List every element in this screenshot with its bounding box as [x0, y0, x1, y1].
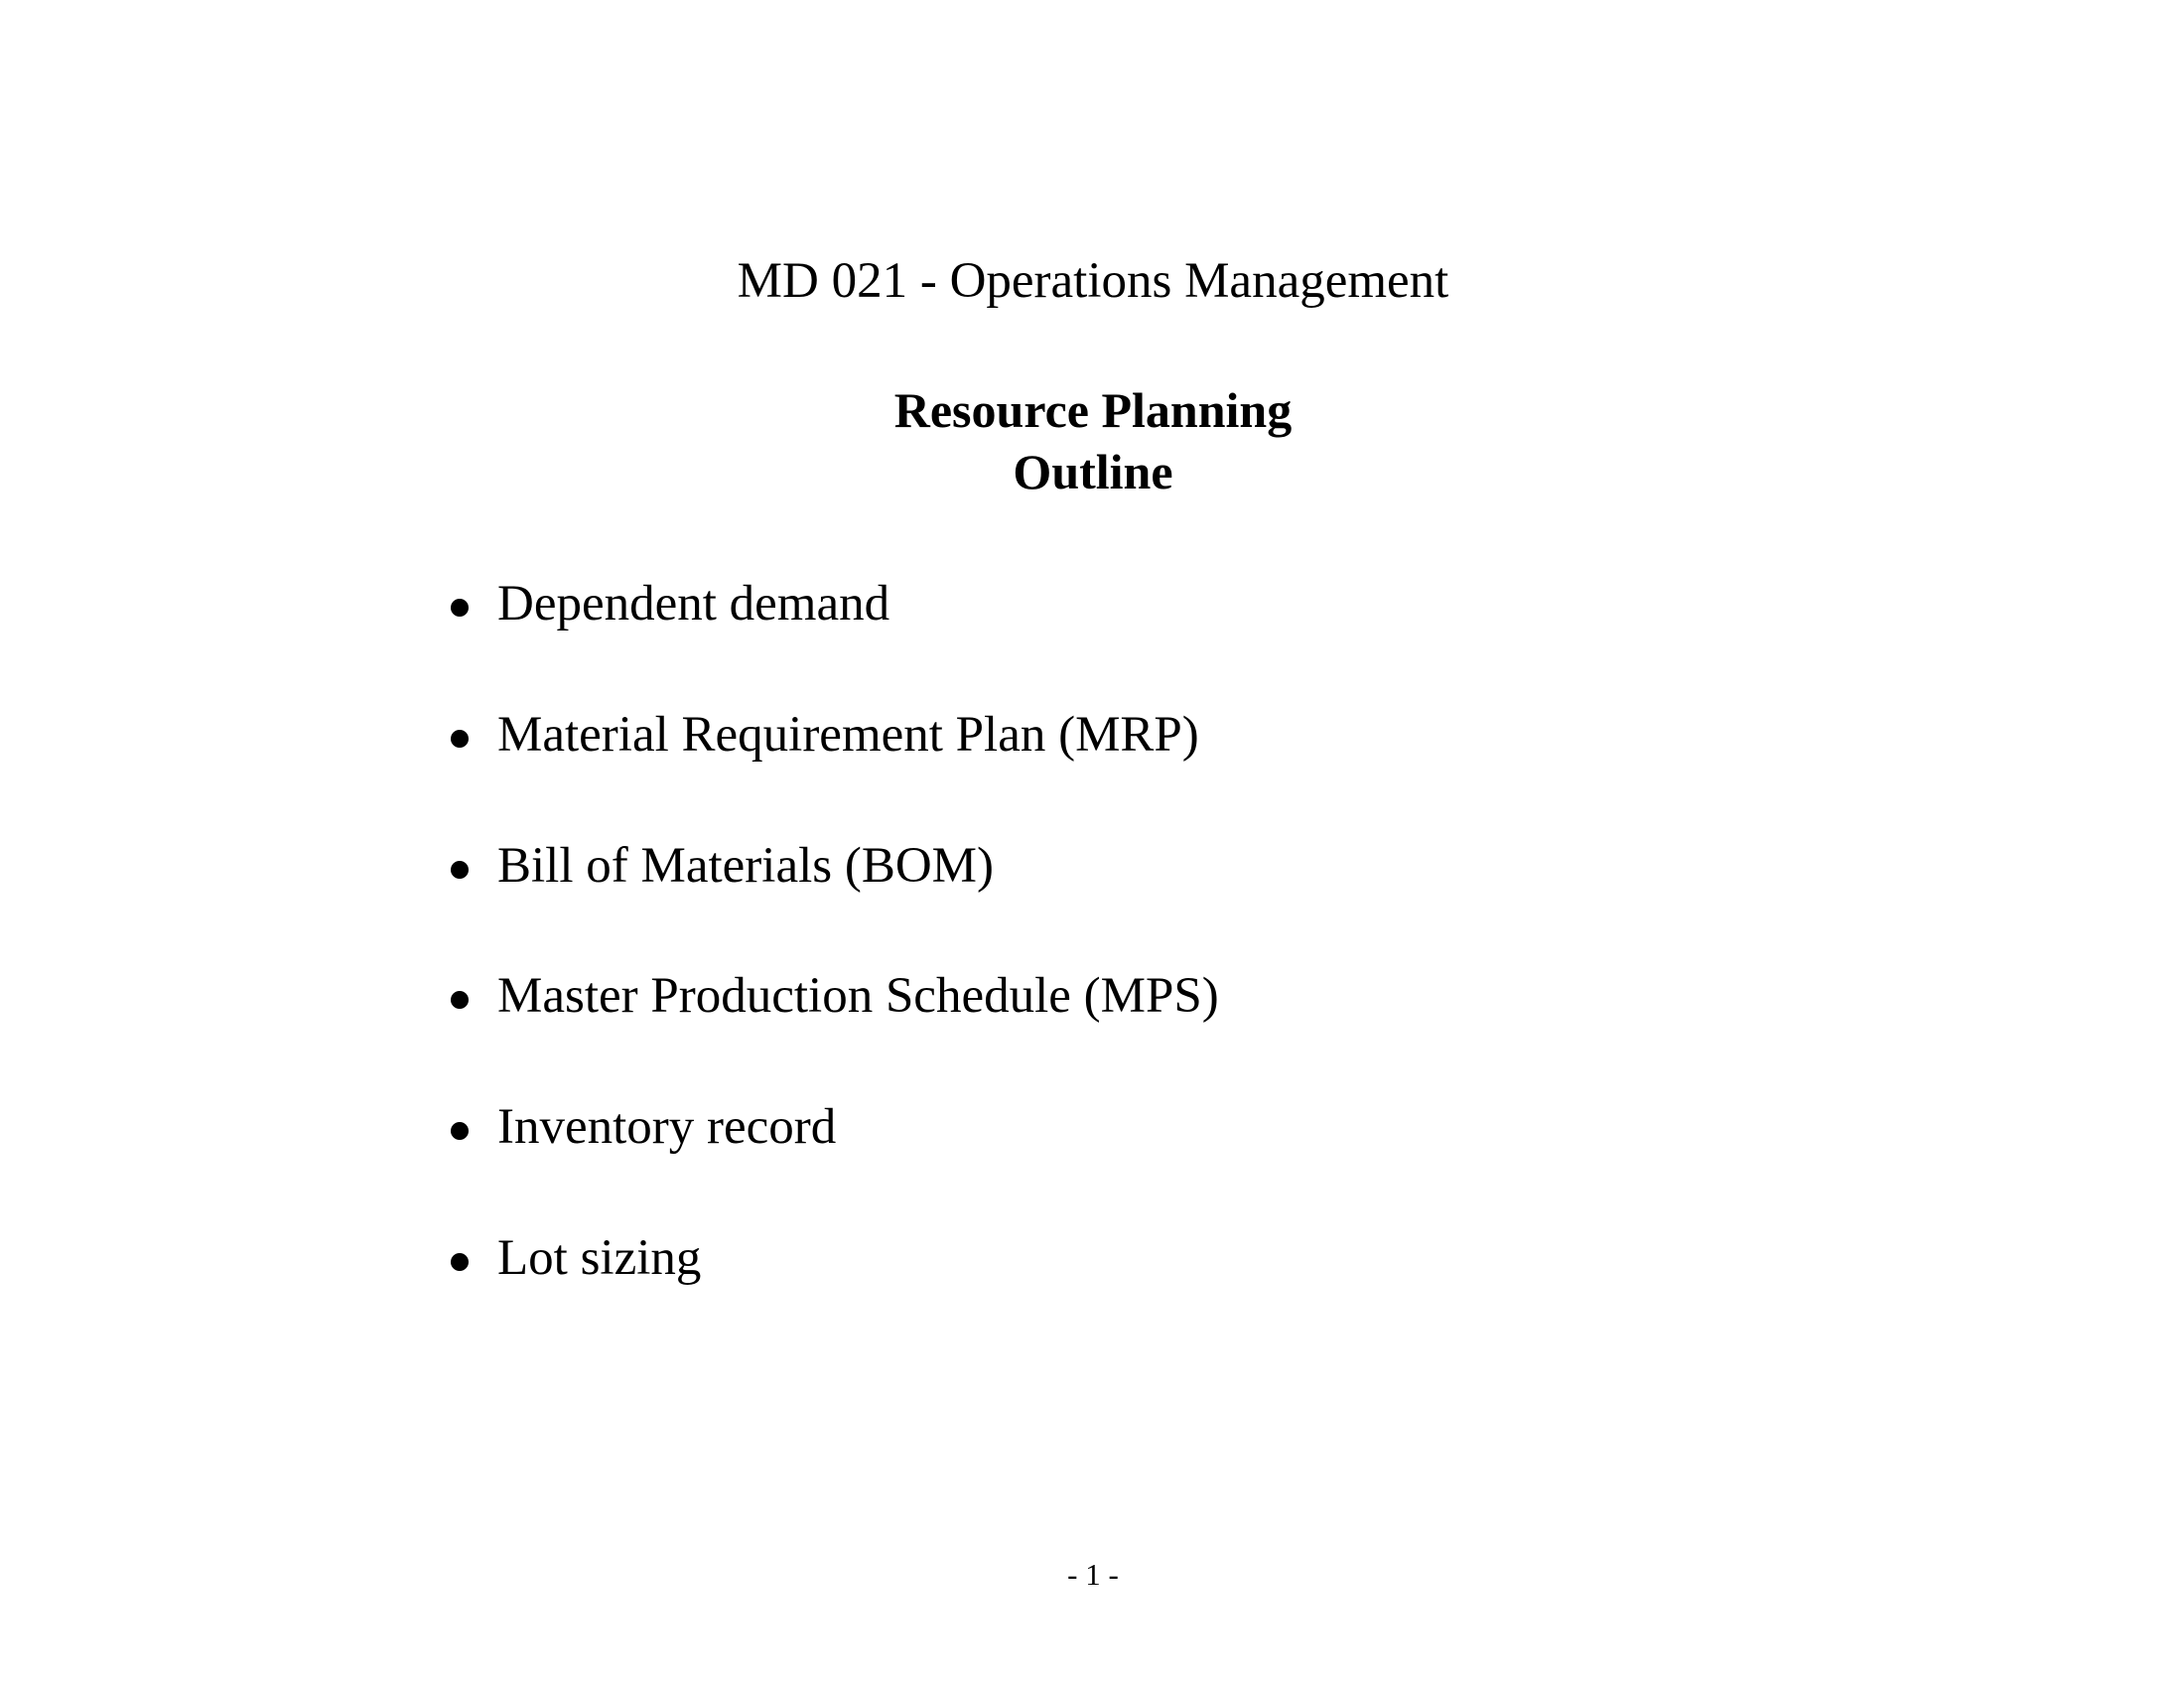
- bullet-icon: [451, 861, 469, 879]
- list-item-text: Lot sizing: [497, 1230, 702, 1286]
- bullet-icon: [451, 599, 469, 617]
- list-item-text: Material Requirement Plan (MRP): [497, 707, 1199, 763]
- list-item: [0, 1097, 1588, 1157]
- list-item: [0, 705, 1588, 765]
- bullet-icon: [451, 1122, 469, 1140]
- list-item: [0, 574, 1588, 633]
- bullet-icon: [451, 1253, 469, 1271]
- section-title: Resource Planning: [893, 382, 1293, 438]
- list-item-text: Inventory record: [497, 1099, 837, 1155]
- list-item: [0, 1228, 1588, 1288]
- bullet-icon: [451, 991, 469, 1009]
- page-number: - 1 -: [1067, 1557, 1119, 1592]
- list-item-text: Master Production Schedule (MPS): [497, 968, 1219, 1024]
- course-title: MD 021 - Operations Management: [737, 253, 1449, 309]
- list-item: [0, 836, 1588, 896]
- list-item-text: Dependent demand: [497, 576, 890, 632]
- section-subtitle: Outline: [1013, 444, 1173, 499]
- list-item-text: Bill of Materials (BOM): [497, 838, 995, 894]
- list-item: [0, 966, 1588, 1026]
- bullet-icon: [451, 730, 469, 748]
